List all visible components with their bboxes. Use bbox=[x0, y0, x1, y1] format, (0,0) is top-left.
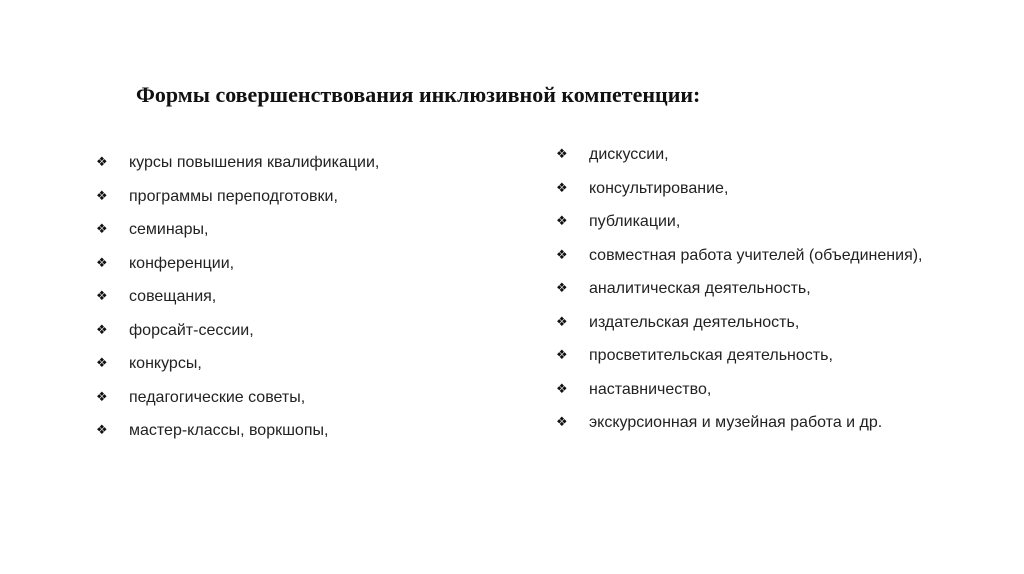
list-item bbox=[96, 385, 516, 419]
list-item-text: педагогические советы, bbox=[129, 388, 306, 406]
diamond-bullet-icon: ❖ bbox=[96, 188, 108, 204]
list-item-text: экскурсионная и музейная работа и др. bbox=[589, 414, 883, 431]
diamond-bullet-icon: ❖ bbox=[556, 214, 568, 229]
list-item bbox=[96, 284, 516, 318]
list-item bbox=[556, 142, 1006, 176]
diamond-bullet-icon: ❖ bbox=[96, 356, 108, 371]
list-item-text: мастер-классы, воркшопы, bbox=[129, 422, 329, 439]
diamond-bullet-icon: ❖ bbox=[96, 155, 108, 170]
list-item bbox=[556, 343, 1006, 377]
list-item-text: курсы повышения квалификации, bbox=[129, 154, 380, 171]
diamond-bullet-icon: ❖ bbox=[556, 381, 568, 397]
list-item-text: конференции, bbox=[129, 254, 235, 272]
diamond-bullet-icon: ❖ bbox=[96, 322, 108, 338]
diamond-bullet-icon: ❖ bbox=[556, 147, 568, 162]
list-item-text: просветительская деятельность, bbox=[589, 347, 833, 364]
diamond-bullet-icon: ❖ bbox=[556, 180, 568, 196]
list-item bbox=[96, 418, 516, 452]
list-item bbox=[96, 150, 516, 184]
list-item-text: публикации, bbox=[589, 213, 681, 230]
diamond-bullet-icon: ❖ bbox=[556, 348, 568, 363]
list-item-text: дискуссии, bbox=[589, 146, 669, 163]
list-item-text: наставничество, bbox=[589, 380, 712, 398]
list-item-text: программы переподготовки, bbox=[129, 187, 338, 205]
list-item-text: совместная работа учителей (объединения), bbox=[589, 246, 923, 264]
list-item bbox=[556, 209, 1006, 243]
right-list bbox=[556, 142, 1006, 444]
list-item bbox=[556, 310, 1006, 344]
diamond-bullet-icon: ❖ bbox=[96, 255, 108, 271]
diamond-bullet-icon: ❖ bbox=[556, 415, 568, 430]
diamond-bullet-icon: ❖ bbox=[556, 281, 568, 296]
list-item-text: конкурсы, bbox=[129, 355, 202, 372]
diamond-bullet-icon: ❖ bbox=[556, 247, 568, 263]
list-item-text: издательская деятельность, bbox=[589, 313, 800, 331]
list-item bbox=[96, 318, 516, 352]
list-item bbox=[556, 410, 1006, 444]
left-list bbox=[96, 150, 516, 452]
diamond-bullet-icon: ❖ bbox=[96, 289, 108, 304]
list-item bbox=[96, 351, 516, 385]
list-item bbox=[556, 377, 1006, 411]
list-item bbox=[556, 276, 1006, 310]
diamond-bullet-icon: ❖ bbox=[96, 423, 108, 438]
diamond-bullet-icon: ❖ bbox=[556, 314, 568, 330]
list-item bbox=[556, 243, 1006, 277]
list-item bbox=[556, 176, 1006, 210]
diamond-bullet-icon: ❖ bbox=[96, 222, 108, 237]
list-item-text: форсайт-сессии, bbox=[129, 321, 254, 339]
slide-title: Формы совершенствования инклюзивной компетенции: bbox=[136, 82, 701, 107]
list-item-text: аналитическая деятельность, bbox=[589, 280, 811, 297]
list-item bbox=[96, 184, 516, 218]
list-item-text: семинары, bbox=[129, 221, 209, 238]
list-item bbox=[96, 251, 516, 285]
list-item bbox=[96, 217, 516, 251]
diamond-bullet-icon: ❖ bbox=[96, 389, 108, 405]
list-item-text: консультирование, bbox=[589, 179, 729, 197]
list-item-text: совещания, bbox=[129, 288, 217, 305]
